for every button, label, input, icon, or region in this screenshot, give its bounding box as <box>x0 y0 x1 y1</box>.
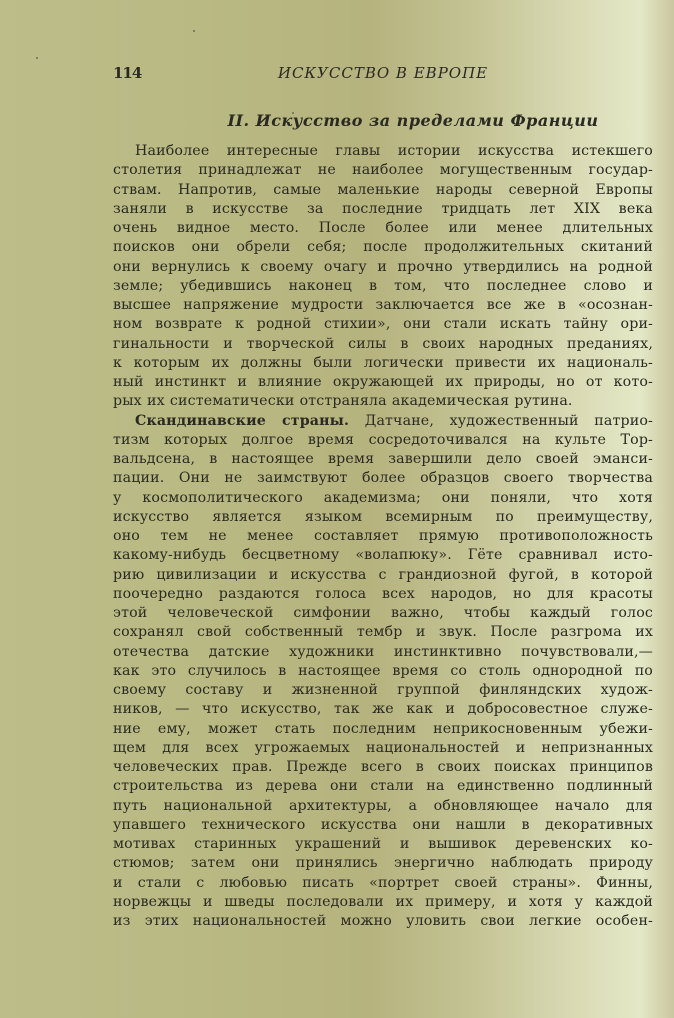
text-line <box>113 142 653 161</box>
line-text: рых их систематически отстраняла академическая рутина. <box>113 393 573 410</box>
text-line <box>113 354 653 373</box>
text-line <box>113 258 653 277</box>
line-text: гинальности и творческой силы в своих народных преданиях, <box>113 335 653 352</box>
text-line <box>113 181 653 200</box>
paper-speck <box>36 57 38 59</box>
line-text: как это случилось в настоящее время со столь однородной по <box>113 662 653 679</box>
line-text: какому-нибудь бесцветному «волапюку». Гёте сравнивал исто- <box>113 547 653 564</box>
text-line <box>113 489 653 508</box>
line-text: они вернулись к своему очагу и прочно утвердились на родной <box>113 258 653 275</box>
text-line <box>113 585 653 604</box>
page-number: 114 <box>113 64 142 82</box>
line-text: ствам. Напротив, самые маленькие народы северной Европы <box>113 181 653 198</box>
line-text: Наиболее интересные главы истории искусства истекшего <box>135 143 653 159</box>
line-text: Датчане, художественный патрио- <box>349 412 653 429</box>
text-line <box>113 816 653 835</box>
line-text: стюмов; затем они принялись энергично наблюдать природу <box>113 855 653 872</box>
text-line <box>113 450 653 469</box>
text-line <box>113 623 653 642</box>
line-text: вальдсена, в настоящее время завершили дело своей эманси- <box>113 451 653 467</box>
line-text: к которым их должны были логически привести их националь- <box>113 354 653 371</box>
line-text: щем для всех угрожаемых национальностей и непризнанных <box>113 739 653 756</box>
text-line <box>113 296 653 315</box>
line-text: отечества датские художники инстинктивно почувствовали,— <box>113 643 653 660</box>
text-line <box>113 758 653 777</box>
line-text: строительства из дерева они стали на единственно подлинный <box>113 778 653 795</box>
line-text: ников, — что искусство, так же как и добросовестное служе- <box>113 701 653 718</box>
line-text: поочередно раздаются голоса всех народов, но для красоты <box>113 585 653 602</box>
text-line <box>113 912 653 931</box>
text-line <box>113 566 653 585</box>
line-text: мотивах старинных украшений и вышивок деревенских ко- <box>113 836 653 852</box>
line-text: у космополитического академизма; они поняли, что хотя <box>113 489 653 506</box>
line-text: этой человеческой симфонии важно, чтобы каждый голос <box>113 605 653 621</box>
line-text: и стали с любовью писать «портрет своей страны». Финны, <box>113 874 653 891</box>
text-line <box>113 508 653 527</box>
line-text: упавшего технического искусства они нашли в декоративных <box>113 816 653 833</box>
line-text: поисков они обрели себя; после продолжительных скитаний <box>113 239 653 256</box>
line-text: норвежцы и шведы последовали их примеру, и хотя у каждой <box>113 893 653 910</box>
line-text: очень видное место. После более или менее длительных <box>113 220 653 236</box>
paragraph-2 <box>113 412 653 932</box>
text-line <box>113 469 653 488</box>
line-text: заняли в искусстве за последние тридцать лет XIX века <box>113 200 653 217</box>
text-line <box>113 777 653 796</box>
line-text: искусство является языком всемирным по преимуществу, <box>113 508 653 525</box>
book-page <box>113 62 653 931</box>
line-text: высшее напряжение мудрости заключается все же в «осознан- <box>113 297 653 313</box>
text-line <box>113 392 653 411</box>
text-line <box>113 315 653 334</box>
text-line <box>113 335 653 354</box>
line-text: ном возврате к родной стихии», они стали искать тайну ори- <box>113 316 653 333</box>
text-line <box>113 720 653 739</box>
text-line <box>113 412 653 431</box>
text-line <box>113 681 653 700</box>
line-text: пации. Они не заимствуют более образцов своего творчества <box>113 470 653 487</box>
text-line <box>113 662 653 681</box>
line-text: из этих национальностей можно уловить свои легкие особен- <box>113 913 653 929</box>
line-text: сохранял свой собственный тембр и звук. После разгрома их <box>113 624 653 641</box>
line-text: рию цивилизации и искусства с грандиозной фугой, в которой <box>113 566 653 583</box>
body-text <box>113 142 653 931</box>
text-line <box>113 527 653 546</box>
text-line <box>113 854 653 873</box>
line-text: путь национальной архитектуры, а обновляющее начало для <box>113 797 653 814</box>
paragraph-1 <box>113 142 653 412</box>
text-line <box>113 797 653 816</box>
line-text: ный инстинкт и влияние окружающей их природы, но от кото- <box>113 374 653 390</box>
line-text: своему составу и жизненной группой финляндских худож- <box>113 682 653 698</box>
text-line <box>113 893 653 912</box>
line-text: оно тем не менее составляет прямую противоположность <box>113 528 653 544</box>
text-line <box>113 604 653 623</box>
section-title: II. Искусство за пределами Франции <box>227 111 599 130</box>
text-line <box>113 431 653 450</box>
running-title: ИСКУССТВО В ЕВРОПЕ <box>277 64 489 82</box>
text-line <box>113 219 653 238</box>
text-line <box>113 277 653 296</box>
line-text: ние ему, может стать последним неприкосновенным убежи- <box>113 720 653 737</box>
line-text: земле; убедившись наконец в том, что последнее слово и <box>113 277 653 294</box>
text-line <box>113 238 653 257</box>
text-line <box>113 161 653 180</box>
text-line <box>113 546 653 565</box>
line-text: человеческих прав. Прежде всего в своих поисках принципов <box>113 759 653 775</box>
line-text: столетия принадлежат не наиболее могущественным государ- <box>113 162 653 179</box>
text-line <box>113 200 653 219</box>
running-head <box>113 62 653 84</box>
text-line <box>113 700 653 719</box>
text-line <box>113 835 653 854</box>
text-line <box>113 643 653 662</box>
paper-speck <box>193 30 195 32</box>
text-line <box>113 874 653 893</box>
paragraph-lead: Скандинавские страны. <box>135 412 350 429</box>
text-line <box>113 373 653 392</box>
text-line <box>113 739 653 758</box>
line-text: тизм которых долгое время сосредоточивался на культе Тор- <box>113 431 653 448</box>
